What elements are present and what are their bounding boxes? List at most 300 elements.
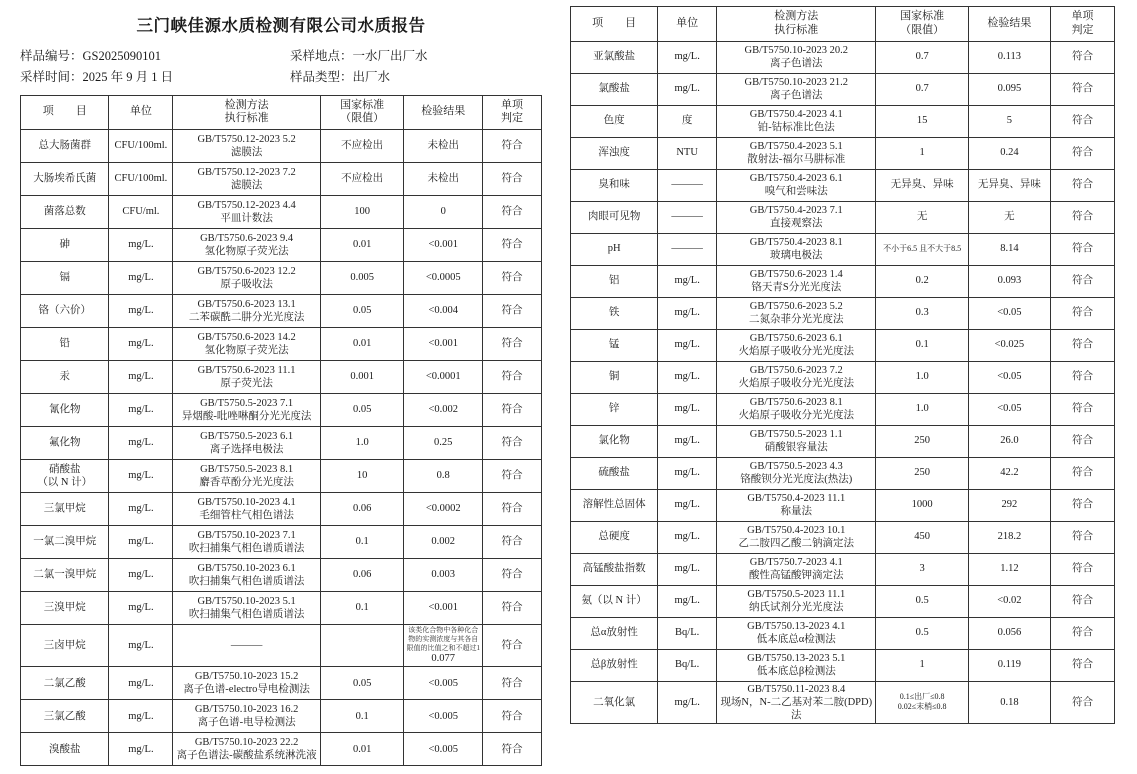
cell-method — [717, 137, 876, 169]
table-row — [21, 328, 542, 361]
item-line: 铁 — [608, 307, 620, 319]
standard-line: 0.5 — [915, 627, 929, 639]
cell-unit: ——— — [658, 201, 717, 233]
cell-result: <0.001 — [404, 229, 483, 262]
header-standard-line2: （限值） — [900, 23, 945, 36]
cell-standard-limit — [876, 73, 968, 105]
cell-unit: mg/L. — [658, 361, 717, 393]
item-line: 臭和味 — [598, 179, 630, 191]
cell-method — [173, 163, 321, 196]
header-judge-line1: 单项 — [501, 98, 524, 111]
table-row — [571, 585, 1115, 617]
cell-result: <0.005 — [404, 733, 483, 766]
method-standard-code: GB/T5750.6-2023 13.1 — [197, 298, 296, 310]
header-standard-line2: （限值） — [340, 112, 385, 125]
cell-standard-limit — [876, 585, 968, 617]
cell-unit: mg/L. — [658, 489, 717, 521]
cell-item — [571, 201, 658, 233]
cell-method — [717, 553, 876, 585]
header-item: 项 目 — [571, 7, 658, 42]
table-row — [21, 493, 542, 526]
item-line: 溴酸盐 — [48, 743, 81, 755]
table-row — [21, 394, 542, 427]
cell-unit: Bq/L. — [658, 617, 717, 649]
standard-line: 10 — [356, 470, 368, 482]
table-row — [571, 233, 1115, 265]
method-name: 乙二胺四乙酸二钠滴定法 — [738, 538, 855, 549]
method-name: 二苯碳酰二肼分光光度法 — [188, 312, 305, 323]
method-name: 低本底总α检测法 — [756, 634, 836, 645]
cell-unit: 度 — [658, 105, 717, 137]
cell-unit: ——— — [658, 233, 717, 265]
cell-method — [717, 105, 876, 137]
standard-line: 450 — [914, 531, 931, 543]
method-standard-code: GB/T5750.13-2023 4.1 — [747, 620, 846, 632]
table-row — [21, 262, 542, 295]
table-row — [571, 329, 1115, 361]
table-row — [571, 105, 1115, 137]
cell-result: <0.05 — [968, 297, 1050, 329]
right-table-header — [571, 7, 1115, 42]
cell-standard-limit — [876, 105, 968, 137]
standard-line: 0.001 — [350, 371, 374, 383]
cell-unit: mg/L. — [658, 553, 717, 585]
cell-item — [571, 393, 658, 425]
table-row — [21, 361, 542, 394]
method-standard-code: GB/T5750.4-2023 6.1 — [749, 172, 843, 184]
sample-time-value: 2025 年 9 月 1 日 — [82, 70, 174, 85]
cell-judgement: 符合 — [483, 733, 542, 766]
cell-item — [21, 559, 109, 592]
cell-judgement: 符合 — [483, 667, 542, 700]
cell-standard-limit — [876, 297, 968, 329]
method-name: 火焰原子吸收分光光度法 — [738, 346, 855, 357]
item-line: 总α放射性 — [590, 627, 638, 639]
method-standard-code: GB/T5750.5-2023 6.1 — [200, 430, 294, 442]
cell-unit: mg/L. — [109, 295, 173, 328]
standard-line: 0.01 — [352, 338, 372, 350]
table-row — [571, 361, 1115, 393]
header-method-line1: 检测方法 — [774, 10, 819, 22]
method-standard-code: GB/T5750.6-2023 5.2 — [749, 300, 843, 312]
table-row — [21, 229, 542, 262]
standard-line: 0.2 — [915, 275, 929, 287]
cell-item — [571, 329, 658, 361]
method-standard-code: GB/T5750.5-2023 1.1 — [749, 428, 843, 440]
cell-method — [173, 361, 321, 394]
cell-item — [571, 105, 658, 137]
cell-method — [717, 393, 876, 425]
cell-result: <0.001 — [404, 328, 483, 361]
cell-item — [21, 493, 109, 526]
cell-unit: mg/L. — [109, 733, 173, 766]
table-row — [571, 521, 1115, 553]
right-sheet — [560, 0, 1137, 774]
cell-standard-limit — [876, 681, 968, 723]
standard-line: 1 — [919, 147, 925, 159]
cell-judgement: 符合 — [1050, 265, 1114, 297]
header-standard — [876, 7, 968, 42]
sample-place-value: 一水厂出厂水 — [352, 49, 428, 63]
cell-judgement: 符合 — [483, 229, 542, 262]
cell-result: 0.095 — [968, 73, 1050, 105]
cell-method — [173, 667, 321, 700]
method-standard-code: GB/T5750.10-2023 7.1 — [197, 529, 296, 541]
cell-item — [571, 681, 658, 723]
cell-standard-limit — [320, 625, 404, 667]
table-row — [571, 169, 1115, 201]
item-line: 三氯乙酸 — [43, 710, 86, 722]
item-line: 砷 — [59, 239, 70, 251]
sample-no — [20, 46, 290, 67]
result-note: 该类化合物中各种化合物的实测浓度与其各自限值的比值之和不超过1 — [406, 626, 480, 652]
cell-judgement: 符合 — [483, 526, 542, 559]
table-row — [21, 559, 542, 592]
cell-result: 0.18 — [968, 681, 1050, 723]
method-name: 原子吸收法 — [220, 279, 273, 290]
method-standard-code: ——— — [230, 640, 263, 652]
cell-result: 0.8 — [404, 460, 483, 493]
cell-standard-limit — [876, 649, 968, 681]
cell-judgement: 符合 — [1050, 489, 1114, 521]
cell-result: <0.02 — [968, 585, 1050, 617]
cell-item — [571, 553, 658, 585]
cell-standard-limit — [876, 169, 968, 201]
cell-item — [21, 328, 109, 361]
table-row — [21, 667, 542, 700]
cell-item — [21, 295, 109, 328]
table-row — [21, 526, 542, 559]
cell-item — [571, 265, 658, 297]
method-name: 离子色谱法 — [770, 58, 823, 69]
cell-item — [571, 73, 658, 105]
item-line: 浑浊度 — [598, 147, 630, 159]
cell-judgement: 符合 — [1050, 393, 1114, 425]
cell-standard-limit — [876, 457, 968, 489]
item-line: 铬（六价） — [38, 305, 91, 317]
item-line: 镉 — [59, 272, 70, 284]
method-standard-code: GB/T5750.6-2023 9.4 — [200, 232, 294, 244]
standard-line: 1.0 — [915, 371, 929, 383]
table-row — [21, 460, 542, 493]
standard-line: 0.1 — [355, 536, 369, 548]
method-name: 毛细管柱气相色谱法 — [199, 510, 294, 521]
cell-standard-limit — [876, 137, 968, 169]
header-standard-line1: 国家标准 — [900, 10, 945, 22]
method-name: 滤膜法 — [230, 180, 263, 191]
cell-result: 0.25 — [404, 427, 483, 460]
cell-standard-limit — [320, 394, 404, 427]
cell-judgement: 符合 — [1050, 681, 1114, 723]
cell-unit: mg/L. — [109, 592, 173, 625]
cell-item — [571, 617, 658, 649]
standard-line: 无异臭、异味 — [890, 179, 954, 191]
cell-unit: mg/L. — [109, 427, 173, 460]
cell-judgement: 符合 — [1050, 137, 1114, 169]
left-table-header — [21, 95, 542, 130]
cell-item — [571, 585, 658, 617]
standard-line: 0.3 — [915, 307, 929, 319]
cell-judgement: 符合 — [1050, 553, 1114, 585]
cell-standard-limit — [876, 489, 968, 521]
table-row — [571, 393, 1115, 425]
standard-line: 250 — [914, 435, 931, 447]
cell-method — [173, 526, 321, 559]
standard-line: 不小于6.5 且不大于8.5 — [883, 244, 962, 253]
cell-item — [571, 297, 658, 329]
cell-unit: mg/L. — [658, 73, 717, 105]
cell-unit: mg/L. — [658, 329, 717, 361]
header-method — [717, 7, 876, 42]
page-title: 三门峡佳源水质检测有限公司水质报告 — [136, 16, 426, 35]
cell-result: 无异臭、异味 — [968, 169, 1050, 201]
method-standard-code: GB/T5750.4-2023 11.1 — [747, 492, 846, 504]
cell-method — [173, 394, 321, 427]
cell-standard-limit — [320, 460, 404, 493]
cell-method — [717, 73, 876, 105]
cell-standard-limit — [320, 700, 404, 733]
cell-method — [717, 521, 876, 553]
item-line: 色度 — [603, 115, 625, 127]
method-standard-code: GB/T5750.5-2023 11.1 — [747, 588, 846, 600]
cell-judgement: 符合 — [483, 592, 542, 625]
cell-standard-limit — [320, 361, 404, 394]
cell-unit: mg/L. — [109, 493, 173, 526]
right-table-body — [571, 41, 1115, 723]
cell-result: <0.005 — [404, 700, 483, 733]
method-name: 氢化物原子荧光法 — [204, 345, 289, 356]
item-line: 溶解性总固体 — [582, 499, 646, 511]
table-row — [21, 625, 542, 667]
cell-result: 0.119 — [968, 649, 1050, 681]
cell-unit: mg/L. — [658, 41, 717, 73]
cell-item — [21, 667, 109, 700]
table-row — [21, 295, 542, 328]
cell-unit: mg/L. — [109, 229, 173, 262]
standard-line: 100 — [354, 206, 371, 218]
left-table-body — [21, 130, 542, 766]
cell-result: 218.2 — [968, 521, 1050, 553]
header-judge — [1050, 7, 1114, 42]
cell-standard-limit — [320, 328, 404, 361]
cell-standard-limit — [320, 163, 404, 196]
method-standard-code: GB/T5750.6-2023 14.2 — [197, 331, 296, 343]
cell-item — [571, 169, 658, 201]
standard-line: 15 — [916, 115, 928, 127]
header-result: 检验结果 — [404, 95, 483, 130]
cell-result: <0.001 — [404, 592, 483, 625]
standard-line: 0.02≤末梢≤0.8 — [897, 702, 947, 712]
table-row — [21, 700, 542, 733]
cell-item — [571, 361, 658, 393]
cell-standard-limit — [320, 229, 404, 262]
cell-result: 未检出 — [404, 130, 483, 163]
method-name: 散射法-福尔马肼标准 — [747, 154, 846, 165]
cell-method — [173, 229, 321, 262]
cell-method — [173, 592, 321, 625]
cell-standard-limit — [876, 41, 968, 73]
cell-method — [717, 41, 876, 73]
cell-standard-limit — [320, 262, 404, 295]
cell-judgement: 符合 — [483, 130, 542, 163]
cell-unit: mg/L. — [109, 328, 173, 361]
standard-line: 0.01 — [352, 239, 372, 251]
item-line: 氰化物 — [48, 404, 81, 416]
standard-line: 1.0 — [355, 437, 369, 449]
cell-item — [21, 700, 109, 733]
cell-unit: mg/L. — [658, 681, 717, 723]
header-judge — [483, 95, 542, 130]
cell-unit: mg/L. — [109, 394, 173, 427]
table-header-row — [571, 7, 1115, 42]
cell-unit: mg/L. — [109, 559, 173, 592]
cell-standard-limit — [320, 592, 404, 625]
cell-unit: Bq/L. — [658, 649, 717, 681]
standard-line: 0.1 — [355, 602, 369, 614]
method-name: 直接观察法 — [770, 218, 823, 229]
table-row — [571, 617, 1115, 649]
table-row — [571, 137, 1115, 169]
method-standard-code: GB/T5750.4-2023 5.1 — [749, 140, 843, 152]
method-standard-code: GB/T5750.12-2023 7.2 — [197, 166, 296, 178]
cell-standard-limit — [876, 393, 968, 425]
cell-result: 无 — [968, 201, 1050, 233]
header-method-line2: 执行标准 — [224, 112, 269, 125]
meta-row-2 — [20, 67, 542, 88]
item-line: 汞 — [59, 371, 70, 383]
table-row — [571, 201, 1115, 233]
cell-result: 0.003 — [404, 559, 483, 592]
item-line: 总大肠菌群 — [38, 140, 91, 152]
cell-item — [21, 460, 109, 493]
method-name: 离子选择电极法 — [209, 444, 284, 455]
item-line: 氨（以 N 计） — [581, 595, 647, 607]
method-standard-code: GB/T5750.4-2023 8.1 — [749, 236, 843, 248]
header-method-line2: 执行标准 — [774, 23, 819, 36]
method-standard-code: GB/T5750.10-2023 5.1 — [197, 595, 296, 607]
item-line: 硫酸盐 — [598, 467, 630, 479]
method-name: 麝香草酚分光光度法 — [199, 477, 294, 488]
cell-method — [173, 493, 321, 526]
table-row — [21, 592, 542, 625]
table-row — [571, 41, 1115, 73]
method-name: 二氮杂菲分光光度法 — [749, 314, 844, 325]
cell-item — [21, 196, 109, 229]
cell-method — [717, 297, 876, 329]
cell-standard-limit — [876, 329, 968, 361]
cell-judgement: 符合 — [1050, 617, 1114, 649]
cell-item — [571, 521, 658, 553]
sample-no-value: GS2025090101 — [82, 49, 161, 63]
method-name: 铬酸钡分光光度法(热法) — [740, 474, 853, 485]
standard-line: 0.005 — [350, 272, 374, 284]
cell-standard-limit — [876, 233, 968, 265]
header-judge-line1: 单项 — [1071, 10, 1094, 22]
cell-item — [21, 361, 109, 394]
left-sheet — [0, 0, 560, 774]
item-line: 肉眼可见物 — [587, 211, 641, 223]
item-line: 铅 — [59, 338, 70, 350]
header-method — [173, 95, 321, 130]
standard-line: 1000 — [911, 499, 933, 511]
result-value: 0.077 — [431, 653, 456, 665]
cell-unit: NTU — [658, 137, 717, 169]
cell-method — [717, 457, 876, 489]
cell-method — [173, 328, 321, 361]
header-unit: 单位 — [658, 7, 717, 42]
cell-result: <0.05 — [968, 393, 1050, 425]
method-name: 平皿计数法 — [220, 213, 273, 224]
cell-unit: ——— — [658, 169, 717, 201]
cell-judgement: 符合 — [483, 328, 542, 361]
method-name: 硝酸银容量法 — [764, 442, 828, 453]
cell-unit: mg/L. — [658, 297, 717, 329]
method-name: 酸性高锰酸钾滴定法 — [749, 570, 844, 581]
standard-line: 0.05 — [352, 305, 372, 317]
cell-unit: mg/L. — [658, 585, 717, 617]
cell-item — [21, 625, 109, 667]
table-row — [571, 297, 1115, 329]
cell-unit: mg/L. — [109, 526, 173, 559]
cell-item — [21, 163, 109, 196]
cell-method — [717, 681, 876, 723]
item-line: 亚氯酸盐 — [593, 51, 636, 63]
cell-method — [717, 233, 876, 265]
cell-judgement: 符合 — [1050, 105, 1114, 137]
cell-item — [21, 427, 109, 460]
sample-no-label: 样品编号： — [20, 49, 83, 63]
cell-result: 未检出 — [404, 163, 483, 196]
cell-result — [404, 625, 483, 667]
cell-item — [21, 592, 109, 625]
method-name: 吹扫捕集气相色谱质谱法 — [188, 609, 305, 620]
header-item: 项 目 — [21, 95, 109, 130]
cell-unit: CFU/100ml. — [109, 130, 173, 163]
cell-item — [21, 130, 109, 163]
cell-standard-limit — [876, 361, 968, 393]
item-line: 大肠埃希氏菌 — [33, 173, 97, 185]
method-standard-code: GB/T5750.5-2023 8.1 — [200, 463, 294, 475]
table-row — [571, 457, 1115, 489]
cell-method — [173, 559, 321, 592]
header-unit: 单位 — [109, 95, 173, 130]
cell-method — [173, 700, 321, 733]
cell-standard-limit — [876, 617, 968, 649]
cell-item — [21, 262, 109, 295]
cell-result: 1.12 — [968, 553, 1050, 585]
cell-item — [571, 489, 658, 521]
cell-method — [173, 460, 321, 493]
cell-result: 26.0 — [968, 425, 1050, 457]
item-line: 硝酸盐 — [48, 463, 81, 475]
cell-unit: mg/L. — [109, 667, 173, 700]
sample-place-label: 采样地点： — [290, 49, 353, 63]
cell-standard-limit — [320, 196, 404, 229]
table-row — [571, 553, 1115, 585]
cell-judgement: 符合 — [483, 196, 542, 229]
table-row — [571, 489, 1115, 521]
table-row — [21, 196, 542, 229]
header-result: 检验结果 — [968, 7, 1050, 42]
cell-judgement: 符合 — [1050, 361, 1114, 393]
cell-result: 0.093 — [968, 265, 1050, 297]
method-standard-code: GB/T5750.6-2023 6.1 — [749, 332, 843, 344]
method-standard-code: GB/T5750.6-2023 7.2 — [749, 364, 843, 376]
item-line: 锰 — [608, 339, 620, 351]
meta-row-1 — [20, 46, 542, 67]
cell-result: <0.004 — [404, 295, 483, 328]
right-results-table — [570, 6, 1115, 724]
